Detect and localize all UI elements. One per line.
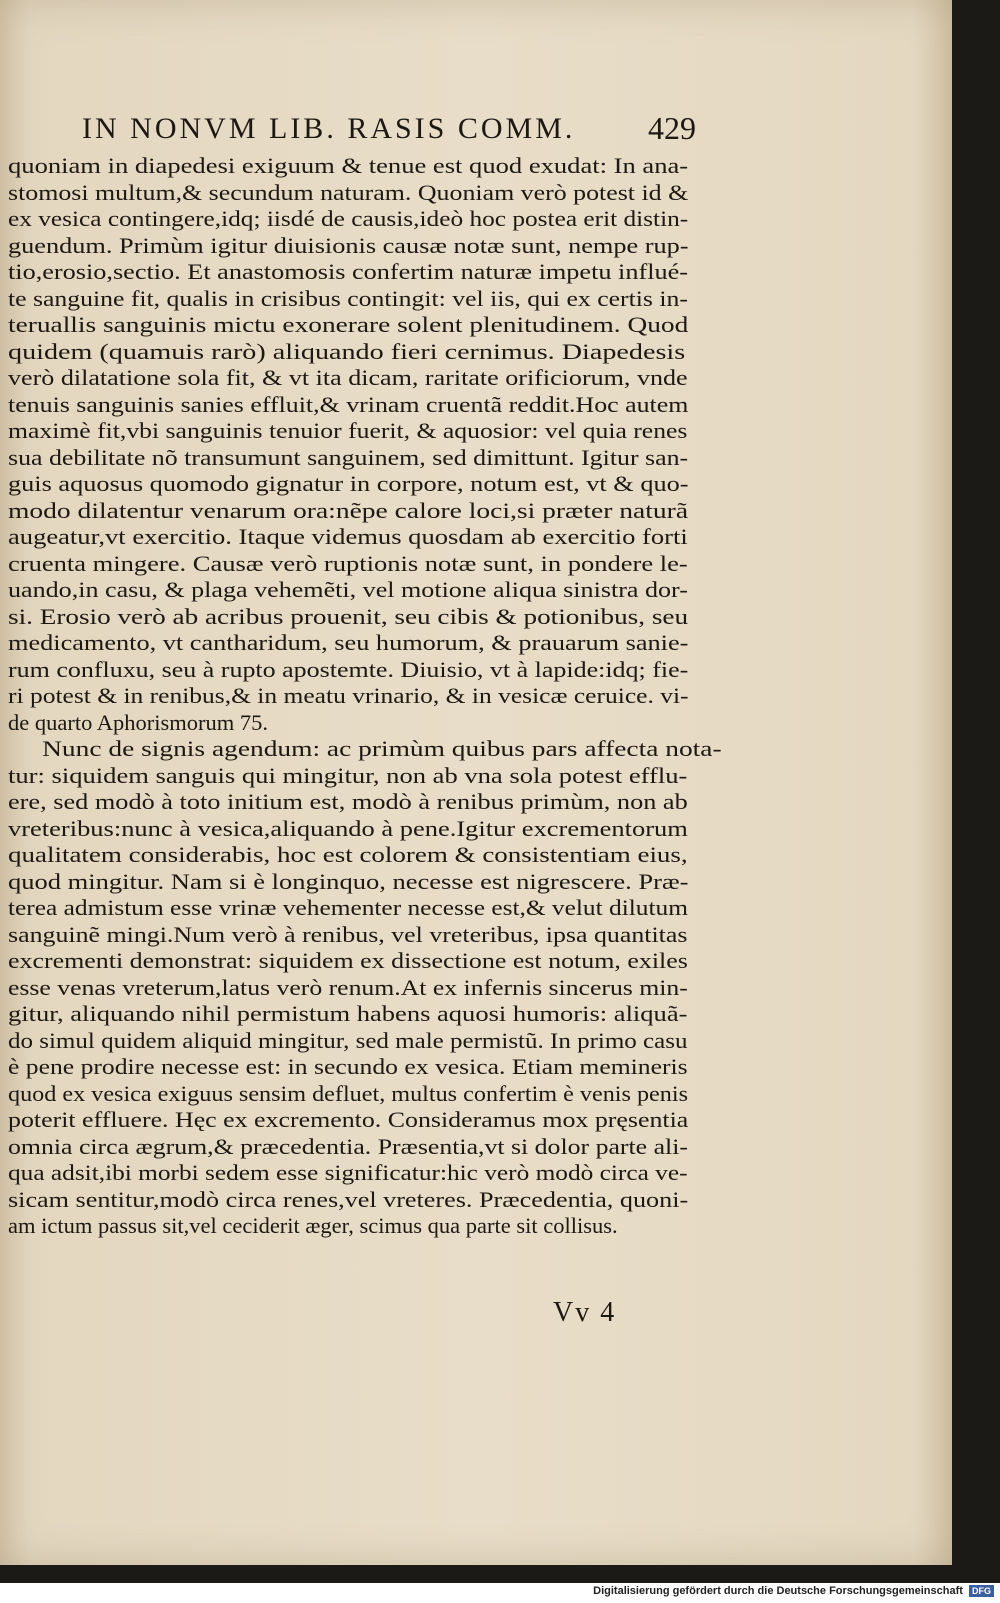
page-number: 429 xyxy=(648,110,696,146)
text-line: sua debilitate nõ transumunt sanguinem, sed dimittunt. Igitur san- xyxy=(8,444,689,470)
dfg-logo-badge: DFG xyxy=(969,1585,994,1597)
text-line: stomosi multum,& secundum naturam. Quoniam verò potest id & xyxy=(8,179,689,205)
text-line: esse venas vreterum,latus verò renum.At ex infernis sincerus min- xyxy=(8,974,688,1000)
text-line: sicam sentitur,modò circa renes,vel vreteres. Præcedentia, quoni- xyxy=(8,1186,689,1212)
text-line: medicamento, vt cantharidum, seu humorum, & prauarum sanie- xyxy=(8,630,689,655)
text-line: modo dilatentur venarum ora:nẽpe calore loci,si præter naturã xyxy=(8,497,689,523)
text-line: poterit effluere. Hęc ex excremento. Consideramus mox pręsentia xyxy=(8,1107,689,1132)
text-line: ere, sed modò à toto initium est, modò à renibus primùm, non ab xyxy=(8,789,688,814)
text-line: excrementi demonstrat: siquidem ex dissectione est notum, exiles xyxy=(8,948,688,973)
text-line: ex vesica contingere,idq; iisdé de causis,ideò hoc postea erit distin- xyxy=(8,206,689,231)
text-line: teruallis sanguinis mictu exonerare solent plenitudinem. Quod xyxy=(8,312,689,337)
text-line: tur: siquidem sanguis qui mingitur, non ab vna sola potest efflu- xyxy=(8,762,688,788)
body-text xyxy=(8,153,722,1240)
text-line: terea admistum esse vrinæ vehementer necesse est,& velut dilutum xyxy=(8,895,688,920)
text-line: am ictum passus sit,vel ceciderit æger, scimus qua parte sit collisus. xyxy=(8,1213,618,1238)
text-line: tenuis sanguinis sanies effluit,& vrinam cruentã reddit.Hoc autem xyxy=(8,391,689,417)
text-line: rum confluxu, seu à rupto apostemte. Diuisio, vt à lapide:idq; fie- xyxy=(8,656,689,682)
text-line: te sanguine fit, qualis in crisibus contingit: vel iis, qui ex certis in- xyxy=(8,285,688,311)
text-line: omnia circa ægrum,& præcedentia. Præsentia,vt si dolor parte ali- xyxy=(8,1133,688,1159)
text-line: ri potest & in renibus,& in meatu vrinario, & in vesicæ ceruice. vi- xyxy=(8,683,689,708)
text-line: sanguinẽ mingi.Num verò à renibus, vel vreteribus, ipsa quantitas xyxy=(8,921,688,947)
text-line: qua adsit,ibi morbi sedem esse significatur:hic verò modò circa ve- xyxy=(8,1160,688,1185)
credit-text: Digitalisierung gefördert durch die Deutsche Forschungsgemeinschaft xyxy=(593,1585,963,1597)
text-line: quod mingitur. Nam si è longinquo, necesse est nigrescere. Præ- xyxy=(8,868,689,894)
text-line: do simul quidem aliquid mingitur, sed male permistũ. In primo casu xyxy=(8,1027,688,1053)
text-line: tio,erosio,sectio. Et anastomosis confertim naturæ impetu influé- xyxy=(8,259,689,284)
text-line: gitur, aliquando nihil permistum habens aquosi humoris: aliquã- xyxy=(8,1001,688,1026)
digitization-credit xyxy=(593,1585,994,1597)
text-line: de quarto Aphorismorum 75. xyxy=(8,709,268,735)
text-line: qualitatem considerabis, hoc est colorem & consistentiam eius, xyxy=(8,842,688,867)
text-line: maximè fit,vbi sanguinis tenuior fuerit, & aquosior: vel quia renes xyxy=(8,418,688,443)
text-line: quidem (quamuis rarò) aliquando fieri cernimus. Diapedesis xyxy=(8,338,686,364)
signature-mark: Vv 4 xyxy=(553,1297,617,1328)
text-line: vreteribus:nunc à vesica,aliquando à pene.Igitur excrementorum xyxy=(8,815,688,841)
text-line: quoniam in diapedesi exiguum & tenue est quod exudat: In ana- xyxy=(8,153,689,178)
text-line: uando,in casu, & plaga vehemẽti, vel motione aliqua sinistra dor- xyxy=(8,577,688,602)
text-line: si. Erosio verò ab acribus prouenit, seu cibis & potionibus, seu xyxy=(8,603,689,629)
text-line: guendum. Primùm igitur diuisionis causæ notæ sunt, nempe rup- xyxy=(8,232,689,258)
text-line: guis aquosus quomodo gignatur in corpore, notum est, vt & quo- xyxy=(8,471,689,496)
text-line: augeatur,vt exercitio. Itaque videmus quosdam ab exercitio forti xyxy=(8,524,688,549)
text-line: cruenta mingere. Causæ verò ruptionis notæ sunt, in pondere le- xyxy=(8,550,688,576)
text-line: quod ex vesica exiguus sensim defluet, multus confertim è venis penis xyxy=(8,1080,688,1106)
text-line: è pene prodire necesse est: in secundo ex vesica. Etiam memineris xyxy=(8,1054,688,1079)
running-title: IN NONVM LIB. RASIS COMM. xyxy=(82,112,576,145)
text-line: Nunc de signis agendum: ac primùm quibus pars affecta nota- xyxy=(42,736,722,761)
text-line: verò dilatatione sola fit, & vt ita dicam, raritate orificiorum, vnde xyxy=(8,365,688,390)
